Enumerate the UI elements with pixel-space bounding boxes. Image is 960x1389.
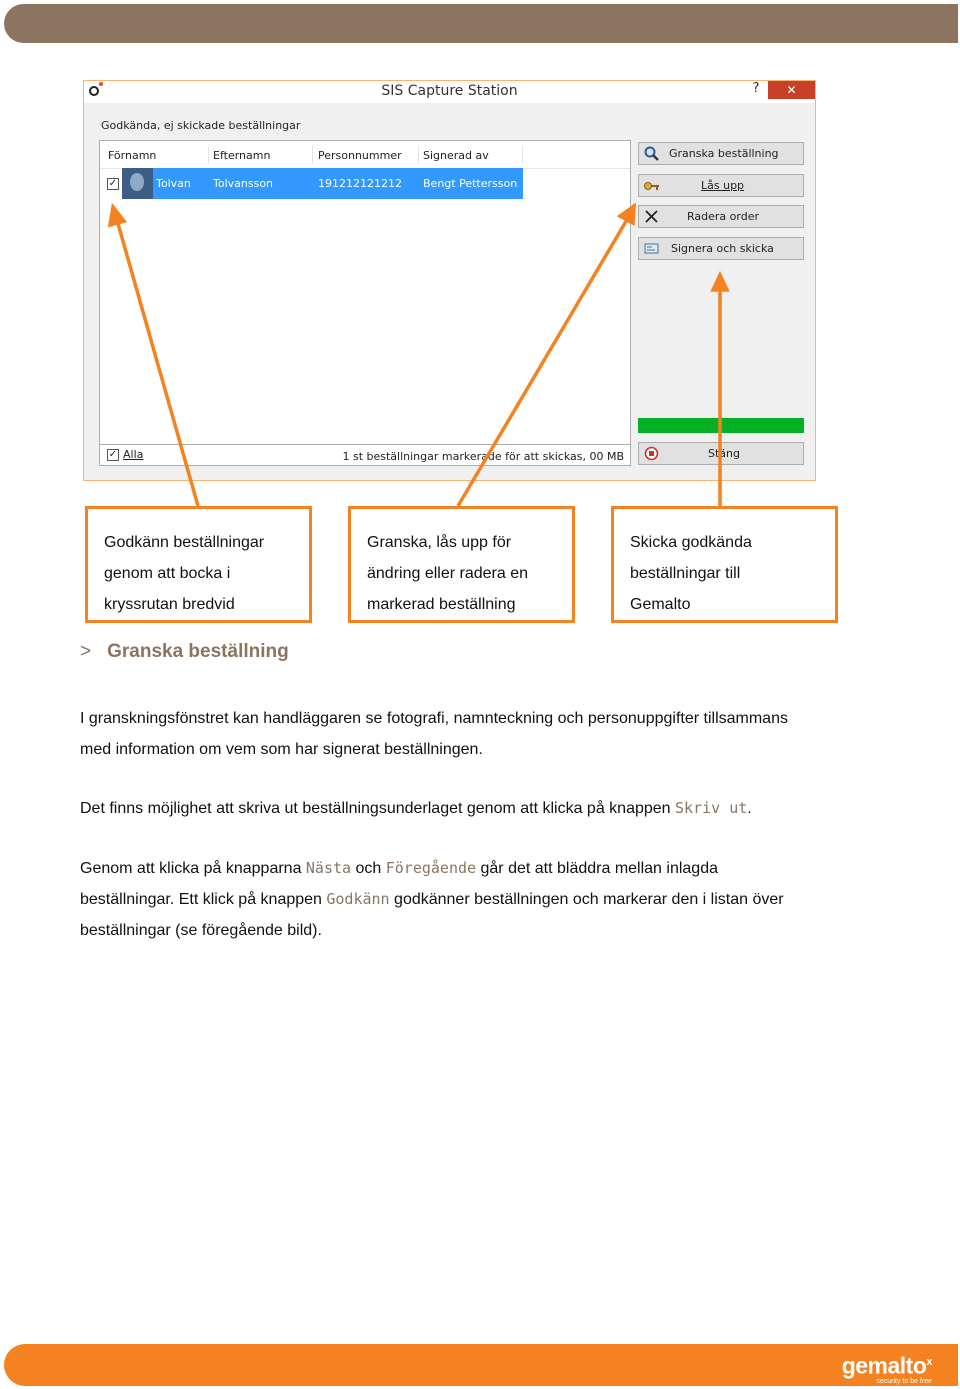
arrow-to-buttons xyxy=(458,218,628,506)
column-header-last-name[interactable]: Efternamn xyxy=(213,149,271,162)
callout-review xyxy=(348,506,575,623)
logo-mark: x xyxy=(926,1356,932,1368)
column-header-first-name[interactable]: Förnamn xyxy=(108,149,157,162)
logo-tagline: security to be free xyxy=(876,1377,932,1385)
arrowhead xyxy=(620,206,634,223)
cell-personnummer: 191212121212 xyxy=(318,177,402,190)
section-label: Godkända, ej skickade beställningar xyxy=(101,119,301,132)
close-window-button[interactable]: ✕ xyxy=(768,81,815,99)
cell-signed-by: Bengt Pettersson xyxy=(423,177,518,190)
code-skriv-ut: Skriv ut xyxy=(675,799,748,817)
sign-and-send-label: Signera och skicka xyxy=(671,242,774,255)
paragraph-line: I granskningsfönstret kan handläggaren se fotografi, namnteckning och personuppgifter tillsammans xyxy=(80,710,788,727)
callout-approve xyxy=(85,506,312,623)
paragraph-line xyxy=(80,853,880,884)
paragraph-line: med information om vem som har signerat beställningen. xyxy=(80,741,483,758)
paragraph-2 xyxy=(80,793,880,824)
paragraph-line xyxy=(80,793,880,824)
code-nasta: Nästa xyxy=(305,859,352,877)
select-all-label[interactable]: Alla xyxy=(123,448,144,461)
heading-text: Granska beställning xyxy=(107,641,289,662)
callout-line: Skicka godkända xyxy=(630,534,752,551)
review-order-label: Granska beställning xyxy=(669,147,779,160)
row-checkbox[interactable]: ✓ xyxy=(108,178,118,189)
text-run: och xyxy=(351,860,386,877)
paragraph-3 xyxy=(80,853,880,946)
status-text: 1 st beställningar markerade för att skickas, 00 MB xyxy=(342,450,624,463)
arrowhead xyxy=(110,207,124,225)
paragraph-line xyxy=(80,884,880,915)
paragraph-line: beställningar (se föregående bild). xyxy=(80,922,322,939)
text-run: godkänner beställningen och markerar den i listan över xyxy=(389,891,784,908)
callout-line: Gemalto xyxy=(630,596,691,613)
callout-line: Granska, lås upp för xyxy=(367,534,512,551)
callout-line: Godkänn beställningar xyxy=(104,534,265,551)
arrowhead xyxy=(713,275,727,290)
callout-line: genom att bocka i xyxy=(104,565,231,582)
cell-last-name: Tolvansson xyxy=(213,177,274,190)
text-run: beställningar. Ett klick på knappen xyxy=(80,891,327,908)
gemalto-logo xyxy=(842,1350,932,1386)
help-button[interactable]: ? xyxy=(752,81,760,96)
text-run: . xyxy=(747,800,752,817)
select-all-checkbox[interactable]: ✓ xyxy=(108,449,118,460)
window-title: SIS Capture Station xyxy=(381,83,518,99)
unlock-label: Lås upp xyxy=(701,179,745,192)
arrow-to-checkbox xyxy=(117,220,198,506)
text-run: Det finns möjlighet att skriva ut beställningsunderlaget genom att klicka på knappen xyxy=(80,800,676,817)
column-header-signed-by[interactable]: Signerad av xyxy=(423,149,489,162)
column-header-personnummer[interactable]: Personnummer xyxy=(318,149,402,162)
text-run: går det att bläddra mellan inlagda xyxy=(476,860,718,877)
callout-line: markerad beställning xyxy=(367,596,516,613)
code-foregaende: Föregående xyxy=(385,859,477,877)
callout-line: kryssrutan bredvid xyxy=(104,596,235,613)
cell-first-name: Tolvan xyxy=(156,177,191,190)
code-godkann: Godkänn xyxy=(326,890,390,908)
paragraph-1 xyxy=(80,703,880,765)
chevron-right-icon: > xyxy=(80,641,92,662)
text-run: Genom att klicka på knapparna xyxy=(80,860,306,877)
callout-send xyxy=(611,506,838,623)
callout-line: ändring eller radera en xyxy=(367,565,528,582)
callout-line: beställningar till xyxy=(630,565,741,582)
logo-text: gemalto xyxy=(841,1352,927,1379)
close-label: Stäng xyxy=(708,447,740,460)
footer-band xyxy=(4,1344,958,1386)
delete-order-label: Radera order xyxy=(687,210,759,223)
logo-wordmark xyxy=(842,1350,932,1378)
section-heading xyxy=(80,641,289,663)
